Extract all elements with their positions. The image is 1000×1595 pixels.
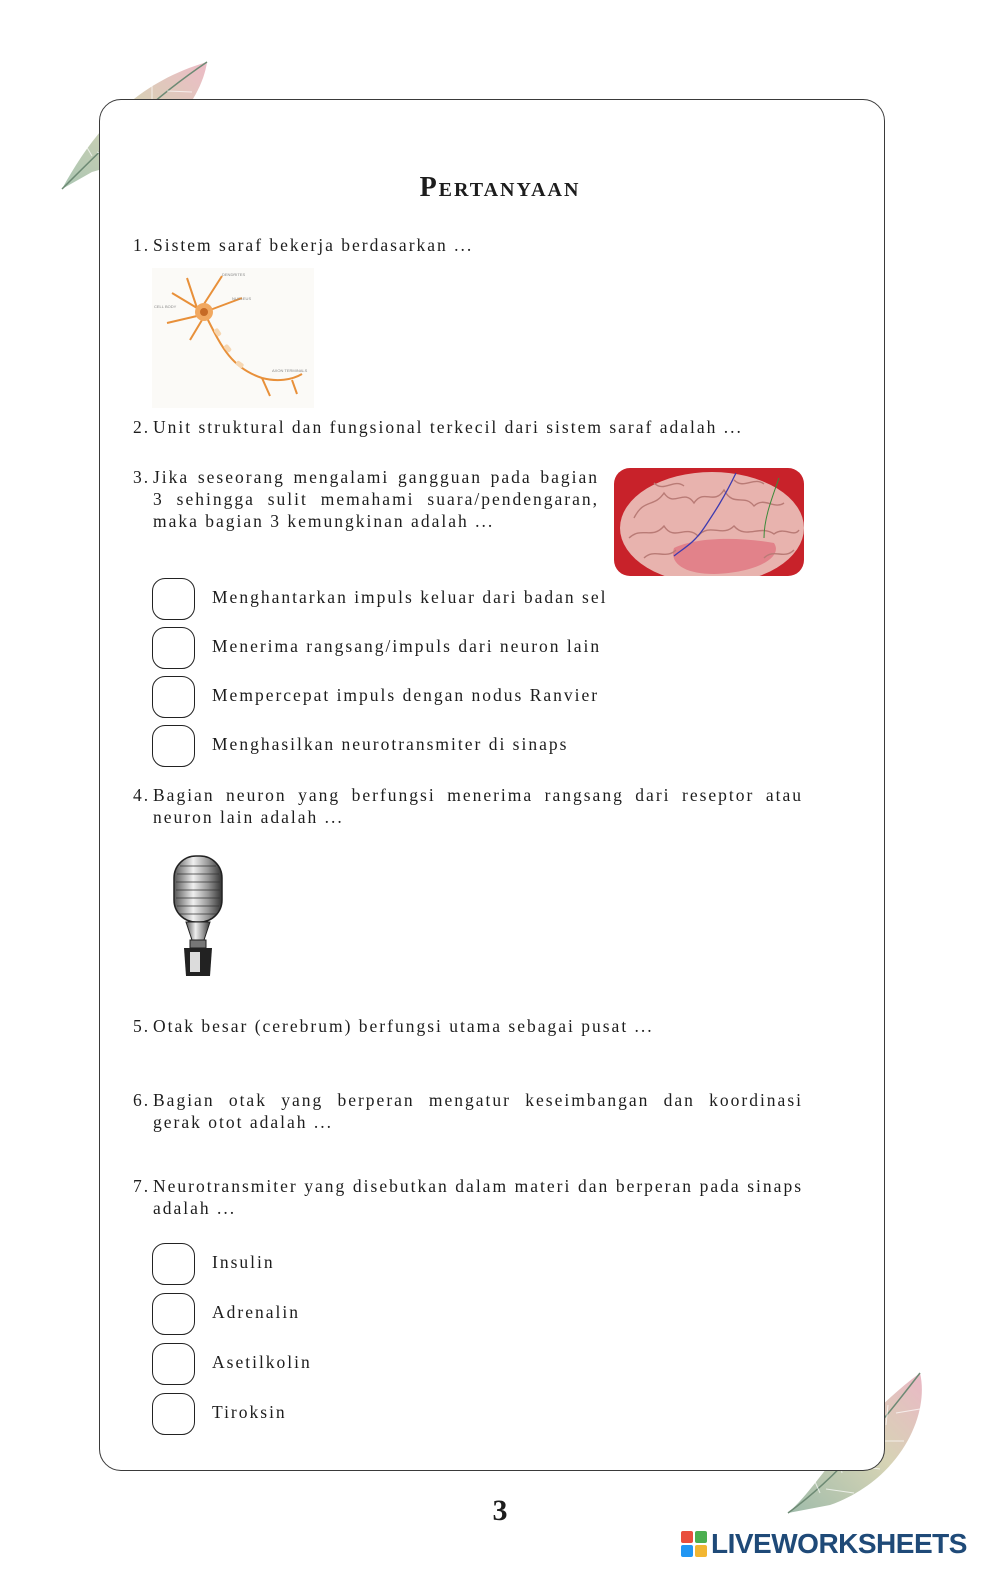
svg-text:AXON TERMINALS: AXON TERMINALS [272, 368, 308, 373]
option-checkbox[interactable] [152, 578, 195, 620]
page-number: 3 [492, 1494, 508, 1527]
question-text: Otak besar (cerebrum) berfungsi utama sebagai pusat ... [153, 1016, 654, 1036]
question-3 [133, 466, 599, 532]
question-text: Bagian otak yang berperan mengatur keseimbangan dan koordinasi gerak otot adalah ... [153, 1090, 803, 1132]
option-label: Menghantarkan impuls keluar dari badan sel [212, 587, 608, 607]
option-label: Insulin [212, 1252, 275, 1272]
svg-text:NUCLEUS: NUCLEUS [232, 296, 252, 301]
question-5 [133, 1015, 803, 1037]
question-text: Sistem saraf bekerja berdasarkan ... [153, 235, 474, 255]
question-6 [133, 1089, 803, 1133]
question-number: 6. [133, 1090, 151, 1110]
microphone-image [164, 852, 234, 980]
option-checkbox[interactable] [152, 676, 195, 718]
question-number: 7. [133, 1176, 151, 1196]
brand-name: LIVEWORKSHEETS [711, 1528, 967, 1559]
option-checkbox[interactable] [152, 1243, 195, 1285]
question-text: Unit struktural dan fungsional terkecil dari sistem saraf adalah ... [153, 417, 743, 437]
question-text: Jika seseorang mengalami gangguan pada bagian 3 sehingga sulit memahami suara/pendengaran, maka bagian 3 kemungkinan adalah ... [153, 467, 599, 531]
option-checkbox[interactable] [152, 627, 195, 669]
liveworksheets-logo[interactable] [681, 1528, 967, 1560]
option-checkbox[interactable] [152, 1293, 195, 1335]
option-label: Menghasilkan neurotransmiter di sinaps [212, 734, 569, 754]
option-checkbox[interactable] [152, 725, 195, 767]
brain-image [614, 468, 804, 576]
option-label: Menerima rangsang/impuls dari neuron lain [212, 636, 602, 656]
question-number: 1. [133, 235, 151, 255]
option-label: Tiroksin [212, 1402, 287, 1422]
svg-text:DENDRITES: DENDRITES [222, 272, 246, 277]
option-label: Adrenalin [212, 1302, 300, 1322]
liveworksheets-icon [681, 1531, 707, 1557]
question-number: 3. [133, 467, 151, 487]
question-number: 4. [133, 785, 151, 805]
question-7 [133, 1175, 803, 1219]
page-title: Pertanyaan [419, 172, 581, 203]
option-checkbox[interactable] [152, 1343, 195, 1385]
option-label: Mempercepat impuls dengan nodus Ranvier [212, 685, 600, 705]
neuron-diagram-image [152, 268, 314, 408]
question-number: 2. [133, 417, 151, 437]
question-number: 5. [133, 1016, 151, 1036]
question-text: Neurotransmiter yang disebutkan dalam materi dan berperan pada sinaps adalah ... [153, 1176, 803, 1218]
question-4 [133, 784, 803, 828]
svg-text:CELL BODY: CELL BODY [154, 304, 177, 309]
option-label: Asetilkolin [212, 1352, 312, 1372]
option-checkbox[interactable] [152, 1393, 195, 1435]
question-text: Bagian neuron yang berfungsi menerima rangsang dari reseptor atau neuron lain adalah ... [153, 785, 803, 827]
question-1 [133, 234, 793, 256]
question-2 [133, 416, 813, 438]
